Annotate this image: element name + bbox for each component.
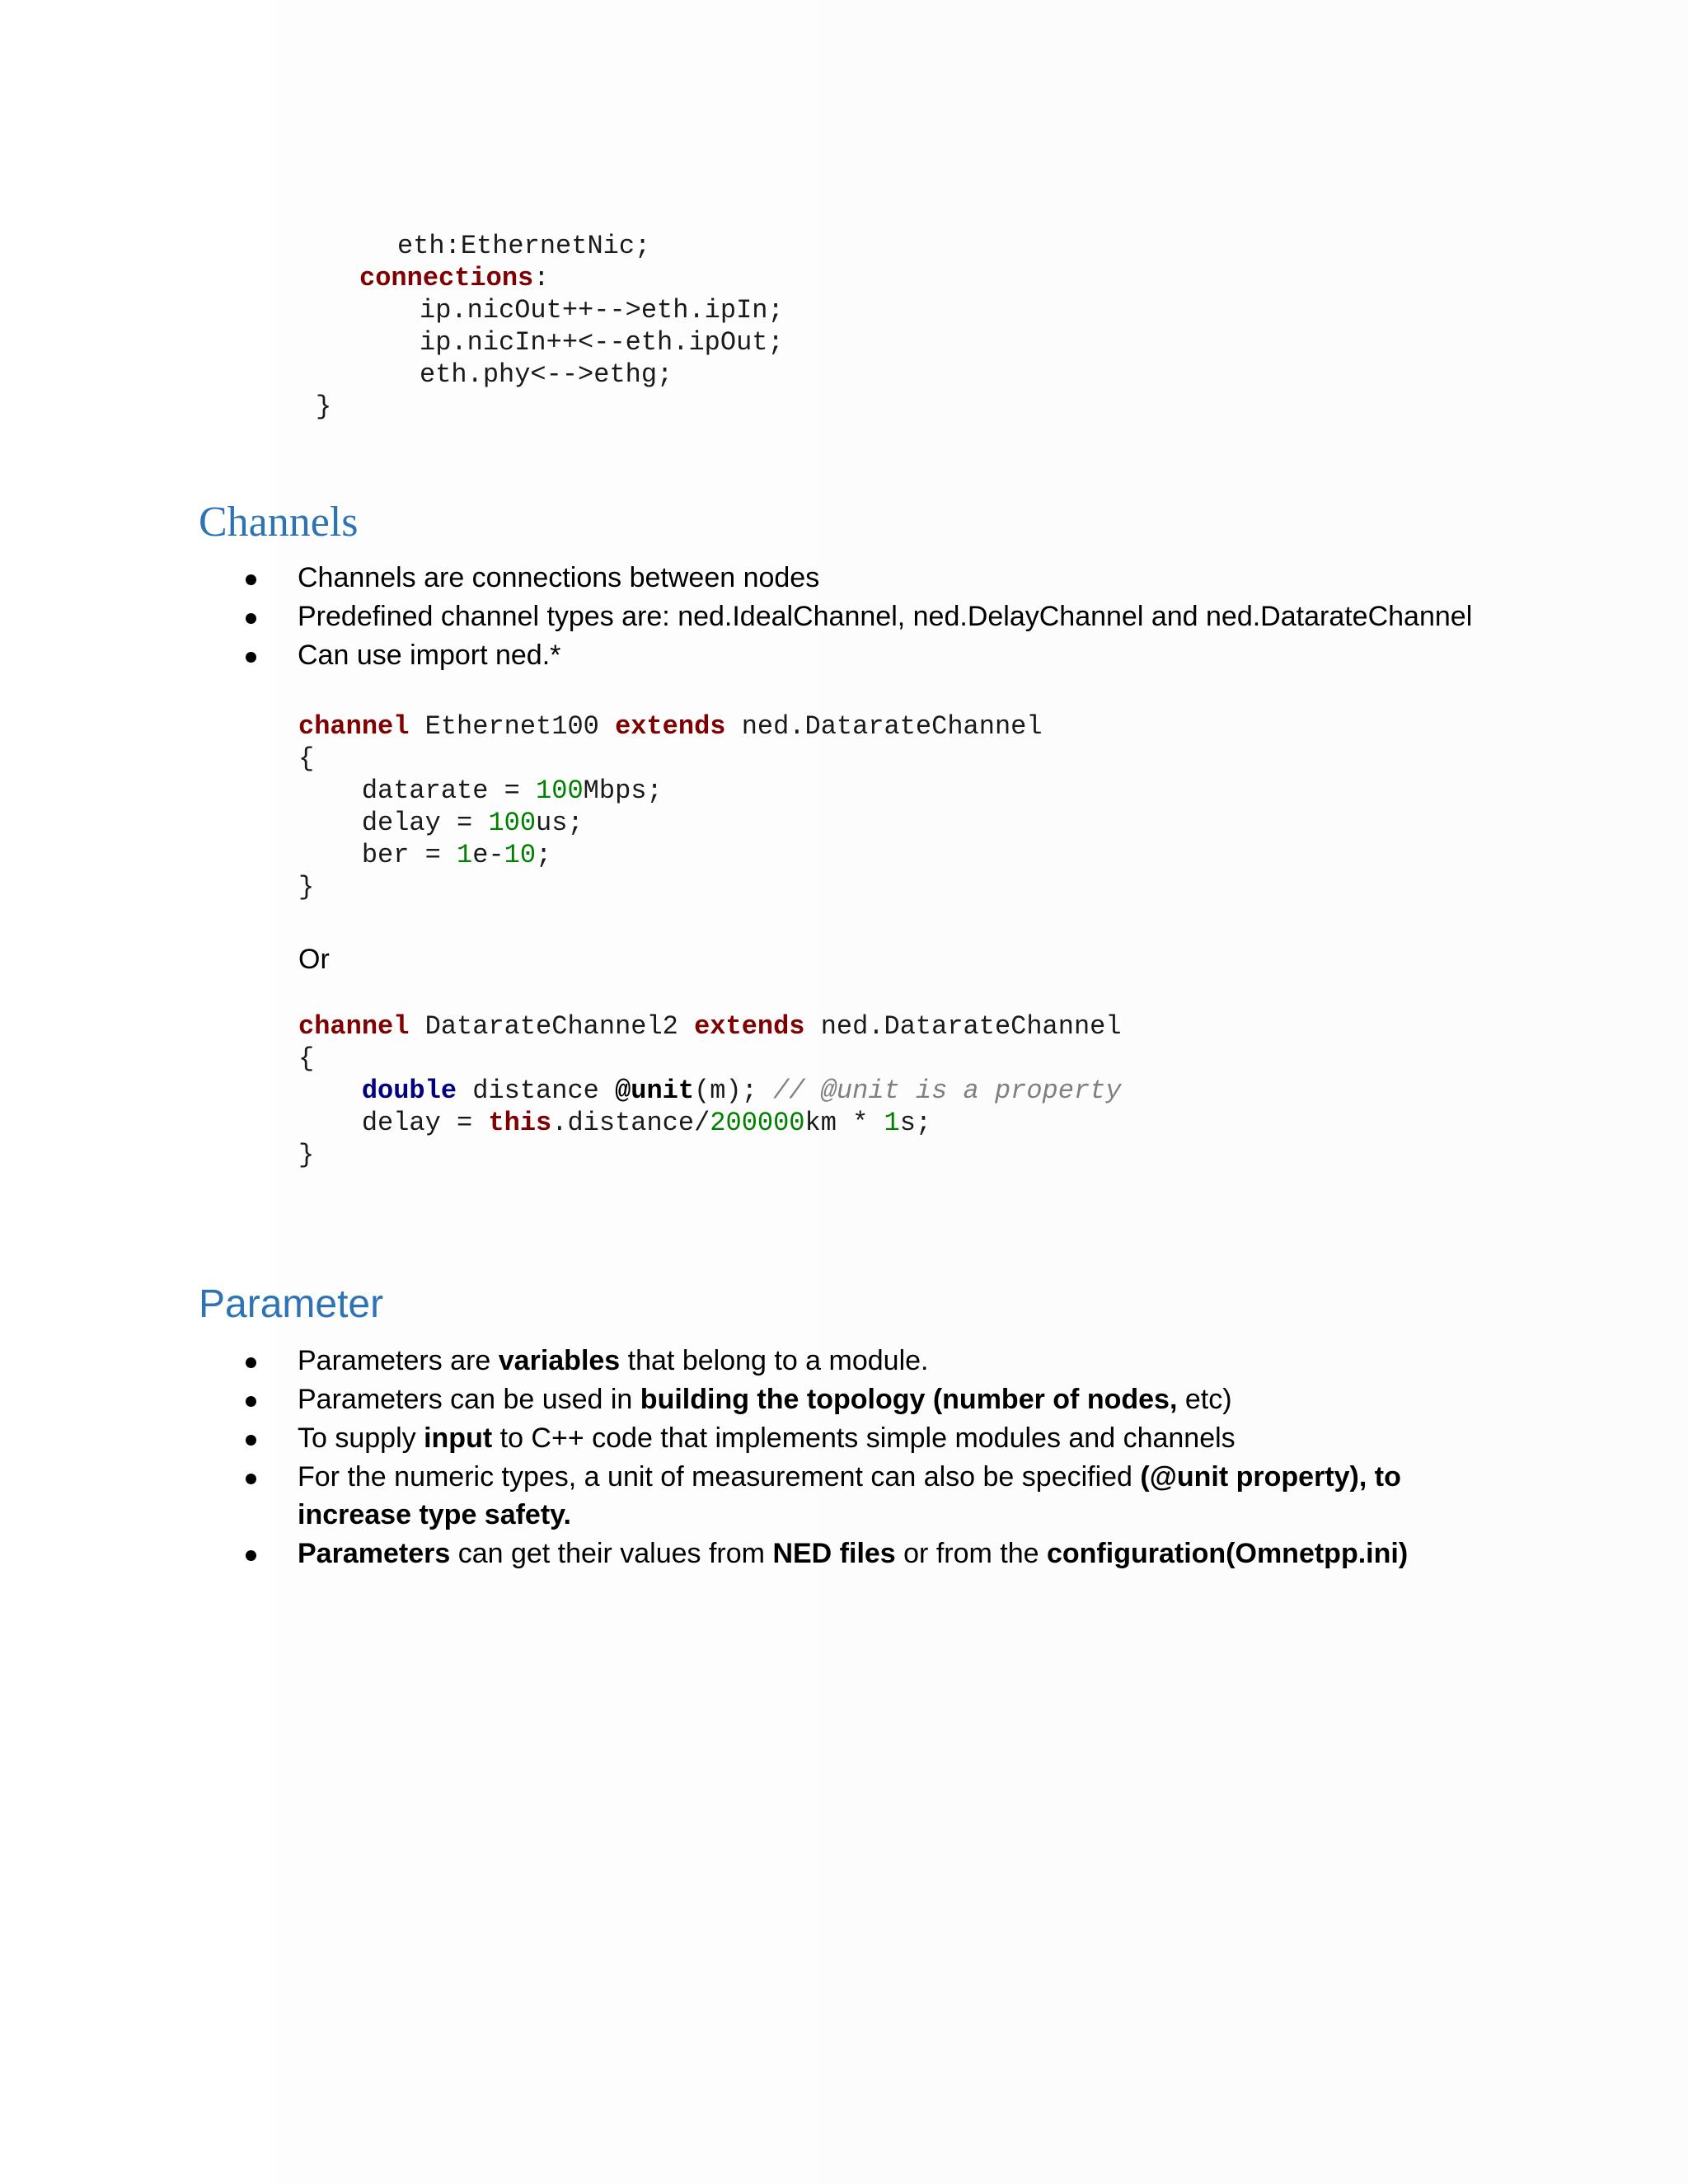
code-line: delay = this.distance/200000km * 1s; [298,1108,932,1138]
code-block-ethernet100 [298,710,1043,903]
or-text: Or [298,944,330,975]
bullet-icon [246,1357,256,1368]
code-line: eth:EthernetNic; [397,231,651,261]
list-item: Parameters are variables that belong to a module. [199,1342,1484,1380]
code-comment: // @unit is a property [773,1076,1122,1106]
keyword-this: this [488,1108,552,1138]
channels-bullet-list [199,559,1484,675]
keyword-channel: channel [298,1011,410,1042]
bullet-icon [246,574,256,585]
code-line: ip.nicOut++-->eth.ipIn; [420,295,784,326]
code-line: } [298,1140,315,1170]
bullet-icon [246,1474,256,1484]
code-line: connections: [359,263,550,293]
list-item: Channels are connections between nodes [199,559,1484,597]
code-line: eth.phy<-->ethg; [420,359,673,390]
list-item: To supply input to C++ code that implements simple modules and channels [199,1419,1484,1457]
code-line: channel DatarateChannel2 extends ned.DatarateChannel [298,1011,1122,1042]
code-line: } [316,391,332,422]
keyword-double: double [361,1076,457,1106]
keyword-extends: extends [615,711,726,742]
code-line: ip.nicIn++<--eth.ipOut; [420,327,784,358]
list-item: Parameters can get their values from NED files or from the configuration(Omnetpp.ini) [199,1535,1484,1572]
bullet-icon [246,1550,256,1561]
bullet-icon [246,1435,256,1446]
bullet-icon [246,613,256,624]
bullet-icon [246,1396,256,1407]
parameter-bullet-list [199,1342,1484,1573]
code-line: { [298,1043,315,1074]
code-line: datarate = 100Mbps; [298,776,663,806]
list-item: Can use import ned.* [199,636,1484,674]
parameter-heading: Parameter [199,1282,384,1326]
code-line: channel Ethernet100 extends ned.DatarateChannel [298,711,1043,742]
list-item: Predefined channel types are: ned.IdealChannel, ned.DelayChannel and ned.DatarateChannel [199,598,1484,635]
code-block-top [316,198,784,423]
channels-heading: Channels [199,499,359,546]
code-line: double distance @unit(m); // @unit is a property [361,1076,1122,1106]
keyword-connections: connections [359,263,534,293]
code-line: } [298,872,315,902]
keyword-extends: extends [694,1011,805,1042]
code-line: delay = 100us; [298,808,584,838]
list-item: Parameters can be used in building the topology (number of nodes, etc) [199,1380,1484,1418]
list-item: For the numeric types, a unit of measurement can also be specified (@unit property), to increase type safety. [199,1458,1484,1534]
code-line: ber = 1e-10; [298,840,552,870]
bullet-icon [246,652,256,663]
code-block-dataratechannel2 [298,1010,1122,1171]
annotation-unit: @unit [615,1076,695,1106]
keyword-channel: channel [298,711,410,742]
code-line: { [298,743,315,774]
